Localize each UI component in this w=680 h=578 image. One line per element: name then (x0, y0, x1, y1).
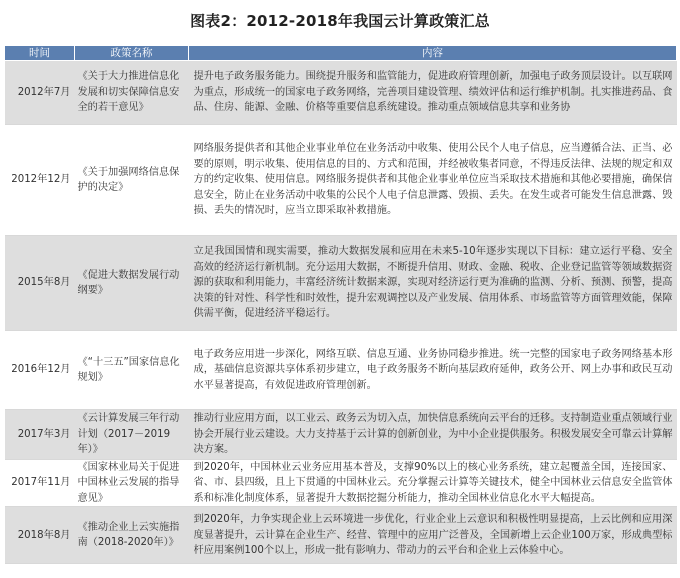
table-row (5, 236, 677, 331)
row-content: 到2020年，力争实现企业上云环境进一步优化，行业企业上云意识和积极性明显提高，上云比例和应用深度显著提升，云计算在企业生产、经营、管理中的应用广泛普及，全国新增上云企业100万家，形成典型标杆应用案例100个以上，形成一批有影响力、带动力的云平台和企业上云体验中心。 (193, 514, 673, 556)
row-policy-name: 《推动企业上云实施指南（2018-2020年）》 (75, 507, 189, 564)
table-row (5, 460, 677, 507)
table-row (5, 507, 677, 564)
row-content: 到2020年，中国林业云业务应用基本普及，支撑90%以上的核心业务系统，建立起覆盖全国，连接国家、省、市、县四级，且上下贯通的中国林业云。充分掌握云计算等关键技术，健全中国林业云信息安全监管体系和标准化制度体系，显著提升大数据挖掘分析能力，推动全国林业信息化水平大幅提高。 (193, 462, 673, 504)
row-time: 2017年3月 (5, 410, 75, 460)
row-content-cell (189, 410, 677, 460)
row-policy-name: 《国家林业局关于促进中国林业云发展的指导意见》 (75, 460, 189, 507)
row-content-cell (189, 507, 677, 564)
policy-table (4, 45, 677, 564)
row-content-cell (189, 125, 677, 236)
row-content: 网络服务提供者和其他企业事业单位在业务活动中收集、使用公民个人电子信息，应当遵循合法、正当、必要的原则，明示收集、使用信息的目的、方式和范围，并经被收集者同意，不得违反法律、法规的规定和双方的约定收集、使用信息。网络服务提供者和其他企业事业单位应当采取技术措施和其他必要措施，确保信息安全，防止在业务活动中收集的公民个人电子信息泄露、毁损、丢失。在发生或者可能发生信息泄露、毁损、丢失的情况时，应当立即采取补救措施。 (193, 143, 673, 217)
row-content-cell (189, 460, 677, 507)
row-content: 电子政务应用进一步深化，网络互联、信息互通、业务协同稳步推进。统一完整的国家电子政务网络基本形成，基础信息资源共享体系初步建立，电子政务服务不断向基层政府延伸，政务公开、网上办事和政民互动水平显著提高，有效促进政府管理创新。 (193, 348, 673, 391)
row-policy-name: 《关于加强网络信息保护的决定》 (75, 125, 189, 236)
row-content-cell (189, 61, 677, 125)
row-content-cell (189, 236, 677, 331)
row-content-cell (189, 331, 677, 410)
row-policy-name: 《云计算发展三年行动计划（2017－2019年）》 (75, 410, 189, 460)
row-content: 提升电子政务服务能力。围绕提升服务和监管能力，促进政府管理创新，加强电子政务顶层设计。以互联网为重点，形成统一的国家电子政务网络，完善项目建设管理、绩效评估和运行维护机制。扎实推进药品、食品、住房、能源、金融、价格等重要信息系统建设。推动重点领域信息共享和业务协 (193, 71, 673, 114)
row-content: 立足我国国情和现实需要，推动大数据发展和应用在未来5-10年逐步实现以下目标：建立运行平稳、安全高效的经济运行新机制。充分运用大数据，不断提升信用、财政、金融、税收、企业登记监管等领域数据资源的获取和利用能力，丰富经济统计数据来源，实现对经济运行更为准确的监测、分析、预测、预警，提高决策的针对性、科学性和时效性，提升宏观调控以及产业发展、信用体系、市场监管等方面管理效能，保障供需平衡，促进经济平稳运行。 (193, 246, 673, 320)
header-content: 内容 (189, 46, 677, 61)
table-row (5, 125, 677, 236)
row-policy-name: 《促进大数据发展行动纲要》 (75, 236, 189, 331)
header-policy-name: 政策名称 (75, 46, 189, 61)
row-time: 2018年8月 (5, 507, 75, 564)
table-header-row (5, 46, 677, 61)
row-time: 2012年12月 (5, 125, 75, 236)
table-row (5, 410, 677, 460)
chart-title: 图表2：2012-2018年我国云计算政策汇总 (190, 12, 490, 30)
row-policy-name: 《关于大力推进信息化发展和切实保障信息安全的若干意见》 (75, 61, 189, 125)
row-time: 2016年12月 (5, 331, 75, 410)
table-row (5, 61, 677, 125)
row-policy-name: 《“十三五”国家信息化规划》 (75, 331, 189, 410)
row-time: 2017年11月 (5, 460, 75, 507)
row-time: 2012年7月 (5, 61, 75, 125)
row-content: 推动行业应用方面，以工业云、政务云为切入点，加快信息系统向云平台的迁移。支持制造业重点领域行业协会开展行业云建设。大力支持基于云计算的创新创业，为中小企业提供服务。积极发展安全可靠云计算解决方案。 (193, 413, 673, 456)
header-time: 时间 (5, 46, 75, 61)
row-time: 2015年8月 (5, 236, 75, 331)
table-row (5, 331, 677, 410)
